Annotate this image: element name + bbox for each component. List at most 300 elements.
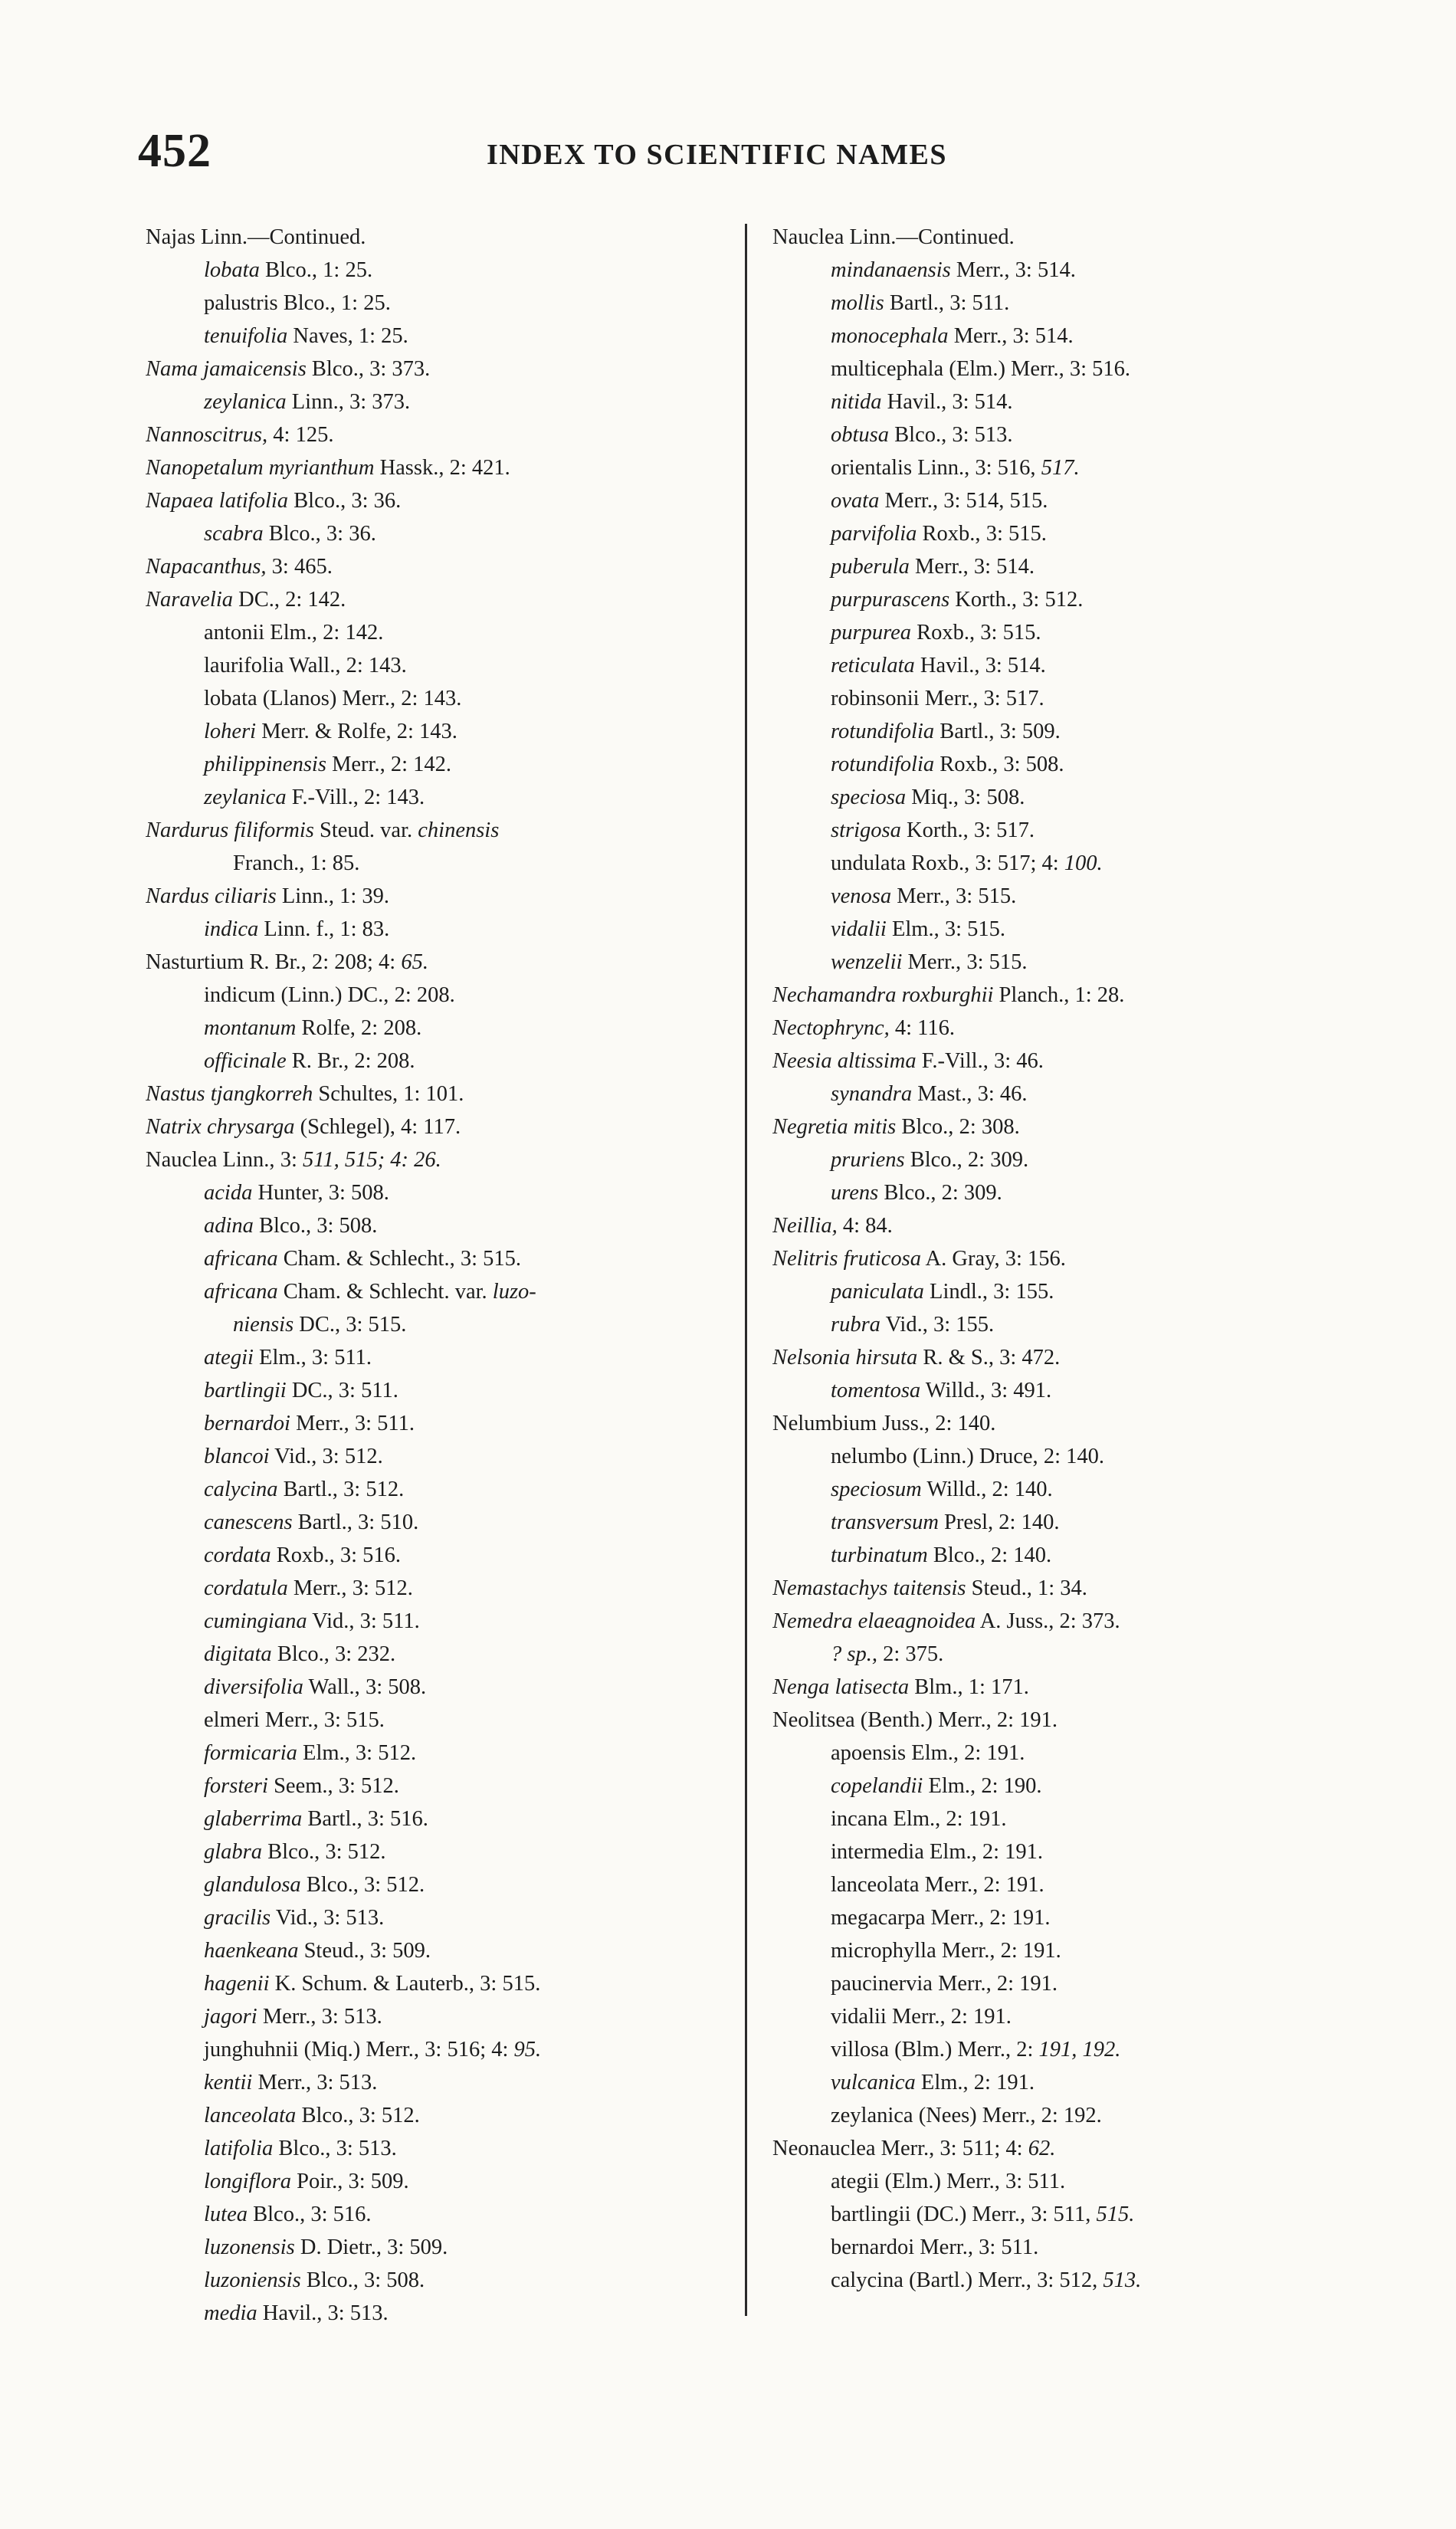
entry-author: Blco., — [283, 291, 336, 315]
entry-name: montanum — [204, 1016, 297, 1040]
entry-author: Elm., — [920, 2071, 969, 2094]
entry-author: Planch., — [999, 983, 1070, 1007]
entry-author: Havil., — [887, 390, 947, 414]
index-entry — [146, 1440, 736, 1473]
entry-name: laurifolia — [204, 654, 284, 677]
entry-author: Elm., — [259, 1346, 307, 1369]
entry-name: wenzelii — [831, 950, 903, 974]
entry-refs: 3: 155. — [993, 1280, 1054, 1304]
entry-refs: 3: 514. — [1015, 258, 1076, 282]
entry-author: (Elm.) Merr., — [949, 357, 1064, 381]
entry-xref: 191, 192. — [1038, 2038, 1121, 2062]
index-entry — [146, 1176, 736, 1209]
entry-refs: 3: 515. — [966, 950, 1028, 974]
entry-author: Blco., — [259, 1214, 312, 1238]
entry-name: mollis — [831, 291, 884, 315]
entry-name: strigosa — [831, 818, 901, 842]
index-entry — [772, 781, 1370, 814]
entry-refs: 3: 511. — [979, 2235, 1039, 2259]
entry-refs: 3: 512. — [1022, 588, 1084, 612]
entry-name: paucinervia — [831, 1972, 933, 1996]
entry-name: zeylanica — [204, 390, 287, 414]
entry-refs: 2: 140. — [1043, 1445, 1104, 1468]
entry-name: vulcanica — [831, 2071, 916, 2094]
entry-refs: 2: 191. — [946, 1807, 1007, 1831]
entry-refs: 2: 140. — [999, 1511, 1060, 1534]
entry-refs: 3: 508. — [316, 1214, 378, 1238]
entry-xref: 95. — [513, 2038, 542, 2062]
entry-refs: 3: 511; 4: — [940, 2137, 1023, 2160]
entry-refs: 3: 36. — [351, 489, 402, 513]
entry-name: Nastus tjangkorreh — [146, 1082, 313, 1106]
index-entry — [772, 1802, 1370, 1835]
entry-author: Merr., — [924, 1873, 979, 1897]
index-entry — [146, 1110, 736, 1143]
entry-refs: 2: 140. — [935, 1412, 996, 1435]
entry-refs: 2: 191. — [996, 1972, 1058, 1996]
entry-refs: 2: 191. — [950, 2005, 1012, 2029]
index-entry — [146, 979, 736, 1012]
entry-name: copelandii — [831, 1774, 923, 1798]
index-entry — [772, 1308, 1370, 1341]
entry-name: purpurea — [831, 621, 912, 645]
entry-refs: 3: 508. — [964, 786, 1025, 809]
entry-author: Linn., — [281, 884, 334, 908]
entry-refs: 1: 83. — [339, 917, 390, 941]
entry-author: Roxb., — [940, 753, 999, 776]
entry-author: F.-Vill., — [921, 1049, 989, 1073]
entry-name: Nemedra elaeagnoidea — [772, 1609, 976, 1633]
entry-author: Willd., — [926, 1478, 987, 1501]
index-entry — [146, 353, 736, 385]
entry-refs: 1: 171. — [968, 1675, 1029, 1699]
index-entry — [146, 1638, 736, 1671]
entry-refs: 3: 517. — [983, 687, 1044, 710]
entry-author: Schultes, — [318, 1082, 398, 1106]
index-entry — [772, 1605, 1370, 1638]
index-entry — [146, 847, 736, 880]
index-entry — [146, 1967, 736, 2000]
index-entry — [772, 2165, 1370, 2198]
entry-author: Merr., — [264, 1708, 319, 1732]
index-entry — [772, 2198, 1370, 2231]
index-entry — [772, 1868, 1370, 1901]
entry-author: Willd., — [925, 1379, 985, 1402]
entry-name: Nelitris fruticosa — [772, 1247, 921, 1271]
entry-author: Bartl., — [940, 720, 995, 743]
entry-name: zeylanica — [204, 786, 287, 809]
entry-refs: 2: 309. — [941, 1181, 1002, 1205]
index-entry — [146, 418, 736, 451]
entry-author: DC., — [238, 588, 280, 612]
entry-author: Elm., — [303, 1741, 350, 1765]
entry-name: luzonensis — [204, 2235, 295, 2259]
index-entry — [146, 1242, 736, 1275]
entry-name: adina — [204, 1214, 254, 1238]
entry-name: synandra — [831, 1082, 913, 1106]
entry-refs: 2: 191. — [983, 1873, 1044, 1897]
entry-name: acida — [204, 1181, 253, 1205]
entry-xref: 65. — [401, 950, 428, 974]
index-entry — [772, 254, 1370, 287]
entry-name: haenkeana — [204, 1939, 299, 1963]
index-entry — [772, 649, 1370, 682]
index-entry — [146, 1671, 736, 1704]
entry-name: vidalii — [831, 917, 887, 941]
index-entry — [772, 353, 1370, 385]
entry-name: antonii — [204, 621, 265, 645]
entry-refs: 3: 511. — [949, 291, 1010, 315]
index-entry — [772, 1143, 1370, 1176]
right-column — [772, 221, 1370, 2297]
index-entry — [772, 517, 1370, 550]
entry-author: Elm., — [270, 621, 318, 645]
entry-refs: 2: 190. — [981, 1774, 1042, 1798]
entry-refs: 2: 191. — [996, 1708, 1058, 1732]
entry-author: Linn. — [201, 225, 248, 249]
index-entry — [772, 2231, 1370, 2264]
entry-name: villosa — [831, 2038, 889, 2062]
entry-author: Elm., — [928, 1774, 976, 1798]
entry-author: (Miq.) Merr., — [303, 2038, 420, 2062]
entry-name: palustris — [204, 291, 278, 315]
entry-author: Rolfe, — [301, 1016, 356, 1040]
entry-refs: 3: 516. — [339, 1543, 402, 1567]
index-entry — [772, 1176, 1370, 1209]
index-entry — [146, 1407, 736, 1440]
entry-refs: 1: 101. — [403, 1082, 464, 1106]
index-entry — [146, 583, 736, 616]
entry-refs: 2: 191. — [964, 1741, 1025, 1765]
entry-name: africana — [204, 1280, 278, 1304]
entry-name: gracilis — [204, 1906, 271, 1930]
index-entry — [772, 1407, 1370, 1440]
entry-author: Blco., — [253, 2203, 306, 2226]
entry-name: calycina — [204, 1478, 278, 1501]
entry-author: (Elm.) Merr., — [884, 2170, 1000, 2193]
entry-name: ovata — [831, 489, 880, 513]
entry-author: (Blm.) Merr., — [894, 2038, 1012, 2062]
entry-xref: 513. — [1103, 2268, 1142, 2292]
entry-refs: 2: 140. — [991, 1543, 1052, 1567]
entry-author: Blco., — [301, 2104, 354, 2127]
entry-author: Merr., — [930, 1906, 985, 1930]
index-entry — [146, 1901, 736, 1934]
index-entry — [146, 1045, 736, 1078]
entry-refs: 3: 514, 515. — [943, 489, 1048, 513]
entry-refs: 3: 232. — [335, 1642, 396, 1666]
entry-name: philippinensis — [204, 753, 326, 776]
entry-refs: 3: 509. — [369, 1939, 431, 1963]
entry-refs: 1: 25. — [340, 291, 391, 315]
index-entry — [772, 1209, 1370, 1242]
entry-author: F.-Vill., — [291, 786, 359, 809]
entry-refs: 3: 514. — [973, 555, 1035, 579]
index-entry — [146, 550, 736, 583]
entry-refs: 3: 511. — [354, 1412, 415, 1435]
entry-refs: 2: 308. — [959, 1115, 1020, 1139]
entry-name: multicephala — [831, 357, 944, 381]
entry-refs: 3: 517; 4: — [975, 851, 1059, 875]
entry-name: monocephala — [831, 324, 949, 348]
entry-author: Linn. — [849, 225, 897, 249]
index-entry — [146, 2132, 736, 2165]
entry-refs: 3: 515. — [956, 884, 1017, 908]
index-entry — [146, 1572, 736, 1605]
index-entry — [146, 1078, 736, 1110]
entry-author: DC., — [299, 1313, 341, 1337]
entry-author: Steud., — [971, 1576, 1032, 1600]
index-entry — [146, 1802, 736, 1835]
entry-refs: 3: 511. — [1005, 2170, 1066, 2193]
entry-name: bartlingii — [831, 2203, 911, 2226]
entry-author: Cham. & Schlecht., — [283, 1247, 455, 1271]
index-entry — [772, 616, 1370, 649]
index-entry — [772, 847, 1370, 880]
index-entry — [146, 2231, 736, 2264]
entry-refs: 3: 514. — [1012, 324, 1074, 348]
index-entry — [772, 1835, 1370, 1868]
index-entry — [146, 287, 736, 320]
entry-name: pruriens — [831, 1148, 905, 1172]
entry-name: forsteri — [204, 1774, 268, 1798]
entry-author: Blco., — [933, 1543, 985, 1567]
entry-xref: 517. — [1041, 456, 1080, 480]
entry-refs: 3: 508. — [365, 1675, 427, 1699]
index-entry — [772, 1539, 1370, 1572]
entry-author: Naves, — [293, 324, 353, 348]
entry-author: Merr., — [884, 489, 939, 513]
entry-name: robinsonii — [831, 687, 920, 710]
entry-author: Blco., — [277, 1642, 330, 1666]
entry-name: hagenii — [204, 1972, 270, 1996]
entry-refs: 4: 125. — [273, 423, 334, 447]
index-entry — [146, 1209, 736, 1242]
entry-author: DC., — [291, 1379, 333, 1402]
entry-refs: 3: 515. — [980, 621, 1041, 645]
index-entry — [146, 781, 736, 814]
entry-author: Wall., — [289, 654, 341, 677]
index-entry — [772, 484, 1370, 517]
entry-author: Roxb., — [276, 1543, 335, 1567]
index-entry — [772, 682, 1370, 715]
entry-refs: 3: 36. — [326, 522, 376, 546]
entry-author: Linn. f., — [264, 917, 335, 941]
entry-refs: 2: 192. — [1041, 2104, 1102, 2127]
entry-refs: 3: 155. — [933, 1313, 995, 1337]
entry-name: puberula — [831, 555, 910, 579]
entry-refs: 3: 512. — [343, 1478, 405, 1501]
index-entry — [772, 880, 1370, 913]
index-entry — [146, 1835, 736, 1868]
entry-author: (Nees) Merr., — [918, 2104, 1036, 2127]
entry-author: Wall., — [308, 1675, 360, 1699]
entry-name: reticulata — [831, 654, 915, 677]
entry-name: lanceolata — [204, 2104, 297, 2127]
entry-author: Presl, — [944, 1511, 994, 1534]
entry-refs: 3: 512. — [322, 1445, 383, 1468]
entry-author: Cham. & Schlecht. — [283, 1280, 450, 1304]
entry-name: vidalii — [831, 2005, 887, 2029]
entry-name: urens — [831, 1181, 879, 1205]
entry-author: Franch., — [233, 851, 305, 875]
entry-author: Blco., — [311, 357, 364, 381]
index-entry — [146, 946, 736, 979]
index-entry — [772, 1374, 1370, 1407]
entry-refs: 2: 143. — [363, 786, 425, 809]
entry-refs: var. — [380, 818, 413, 842]
entry-author: Vid., — [274, 1445, 317, 1468]
entry-name: speciosa — [831, 786, 907, 809]
entry-author: K. Schum. & Lauterb., — [274, 1972, 475, 1996]
index-entry — [146, 715, 736, 748]
entry-name: glandulosa — [204, 1873, 301, 1897]
entry-refs: 3: 508. — [328, 1181, 389, 1205]
entry-author: Merr., — [938, 1972, 992, 1996]
entry-refs: 3: 510. — [358, 1511, 419, 1534]
entry-name: lutea — [204, 2203, 248, 2226]
entry-xref: 100. — [1064, 851, 1103, 875]
entry-refs: 3: 512. — [338, 1774, 399, 1798]
index-entry — [772, 1671, 1370, 1704]
index-entry — [772, 946, 1370, 979]
entry-name: speciosum — [831, 1478, 922, 1501]
entry-name: ? sp., — [831, 1642, 877, 1666]
entry-refs: 3: 515. — [480, 1972, 541, 1996]
entry-refs: 3: 513. — [952, 423, 1013, 447]
entry-name: Nauclea — [772, 225, 844, 249]
entry-name: parvifolia — [831, 522, 917, 546]
page-header — [138, 124, 1333, 185]
entry-author: Elm., — [891, 917, 940, 941]
index-entry — [146, 1374, 736, 1407]
entry-name: apoensis — [831, 1741, 907, 1765]
entry-author: Merr., — [907, 950, 962, 974]
entry-name: nitida — [831, 390, 882, 414]
entry-refs: 1: 25. — [323, 258, 373, 282]
entry-xref: chinensis — [418, 818, 500, 842]
index-entry — [772, 1967, 1370, 2000]
entry-refs: —Continued. — [247, 225, 366, 249]
entry-refs: 2: 142. — [285, 588, 346, 612]
entry-author: Bartl., — [297, 1511, 353, 1534]
index-entry — [772, 1934, 1370, 1967]
index-entry — [146, 649, 736, 682]
entry-name: Nelumbium — [772, 1412, 877, 1435]
entry-refs: 3: 516. — [1069, 357, 1131, 381]
entry-refs: 4: 116. — [894, 1016, 955, 1040]
entry-refs: 3: 514. — [985, 654, 1046, 677]
index-entry — [772, 748, 1370, 781]
entry-author: Blco., — [884, 1181, 936, 1205]
index-entry — [146, 1605, 736, 1638]
index-entry — [146, 221, 736, 254]
index-entry — [772, 1341, 1370, 1374]
entry-name: indica — [204, 917, 259, 941]
entry-refs: 3: 512, — [1037, 2268, 1098, 2292]
entry-refs: 3: 491. — [990, 1379, 1052, 1402]
index-entry — [146, 1275, 736, 1308]
entry-name: Nanopetalum myrianthum — [146, 456, 375, 480]
entry-name: Napaea latifolia — [146, 489, 289, 513]
entry-author: Vid., — [275, 1906, 319, 1930]
entry-refs: 3: 511. — [311, 1346, 372, 1369]
entry-author: Blco., — [278, 2137, 331, 2160]
entry-refs: 2: 208. — [394, 983, 455, 1007]
page-title: INDEX TO SCIENTIFIC NAMES — [487, 139, 947, 171]
entry-refs: 3: 511. — [359, 1609, 420, 1633]
index-entry — [772, 1242, 1370, 1275]
index-entry — [772, 1045, 1370, 1078]
entry-name: lobata — [204, 258, 260, 282]
entry-author: Blco., — [268, 522, 321, 546]
entry-name: Nardus ciliaris — [146, 884, 277, 908]
entry-author: Merr., — [915, 555, 969, 579]
entry-refs: 3: 508. — [1003, 753, 1064, 776]
index-entry — [146, 814, 736, 847]
index-entry — [772, 583, 1370, 616]
index-entry — [772, 1440, 1370, 1473]
entry-author: R. & S., — [923, 1346, 995, 1369]
entry-refs: 3: 511. — [338, 1379, 398, 1402]
entry-name: bernardoi — [831, 2235, 915, 2259]
entry-author: (Linn.) DC., — [280, 983, 389, 1007]
entry-refs: 3: 509. — [999, 720, 1061, 743]
entry-author: Vid., — [885, 1313, 928, 1337]
entry-refs: 2: 208. — [361, 1016, 422, 1040]
entry-refs: 3: — [280, 1148, 297, 1172]
index-entry — [146, 517, 736, 550]
entry-name: Nama jamaicensis — [146, 357, 307, 381]
entry-name: nelumbo — [831, 1445, 907, 1468]
entry-refs: 3: 515. — [985, 522, 1047, 546]
entry-refs: 3: 512. — [325, 1840, 386, 1864]
index-entry — [772, 2000, 1370, 2033]
entry-refs: 3: 511, — [1031, 2203, 1091, 2226]
index-entry — [146, 616, 736, 649]
index-entry — [146, 484, 736, 517]
entry-name: Neolitsea — [772, 1708, 855, 1732]
entry-author: Merr., — [262, 2005, 316, 2029]
entry-name: calycina — [831, 2268, 903, 2292]
entry-name: Nemastachys taitensis — [772, 1576, 966, 1600]
index-entry — [772, 2099, 1370, 2132]
entry-xref: luzo- — [492, 1280, 536, 1304]
index-entry — [146, 2264, 736, 2297]
index-entry — [146, 682, 736, 715]
entry-refs: 3: 512. — [364, 1873, 425, 1897]
entry-author: Merr., — [956, 258, 1010, 282]
entry-author: Elm., — [930, 1840, 977, 1864]
column-divider — [745, 224, 747, 2316]
entry-refs: 3: 516. — [367, 1807, 428, 1831]
index-entry — [772, 2264, 1370, 2297]
entry-refs: 2: 143. — [401, 687, 462, 710]
index-entry — [146, 1737, 736, 1770]
entry-name: lanceolata — [831, 1873, 920, 1897]
entry-refs: 2: 208. — [354, 1049, 415, 1073]
entry-name: cumingiana — [204, 1609, 307, 1633]
entry-name: Nenga latisecta — [772, 1675, 910, 1699]
entry-author: Vid., — [312, 1609, 355, 1633]
entry-name: luzoniensis — [204, 2268, 301, 2292]
index-entry — [772, 1012, 1370, 1045]
index-entry — [146, 1341, 736, 1374]
index-entry — [772, 1901, 1370, 1934]
entry-name: tomentosa — [831, 1379, 921, 1402]
entry-name: megacarpa — [831, 1906, 926, 1930]
entry-name: longiflora — [204, 2170, 292, 2193]
